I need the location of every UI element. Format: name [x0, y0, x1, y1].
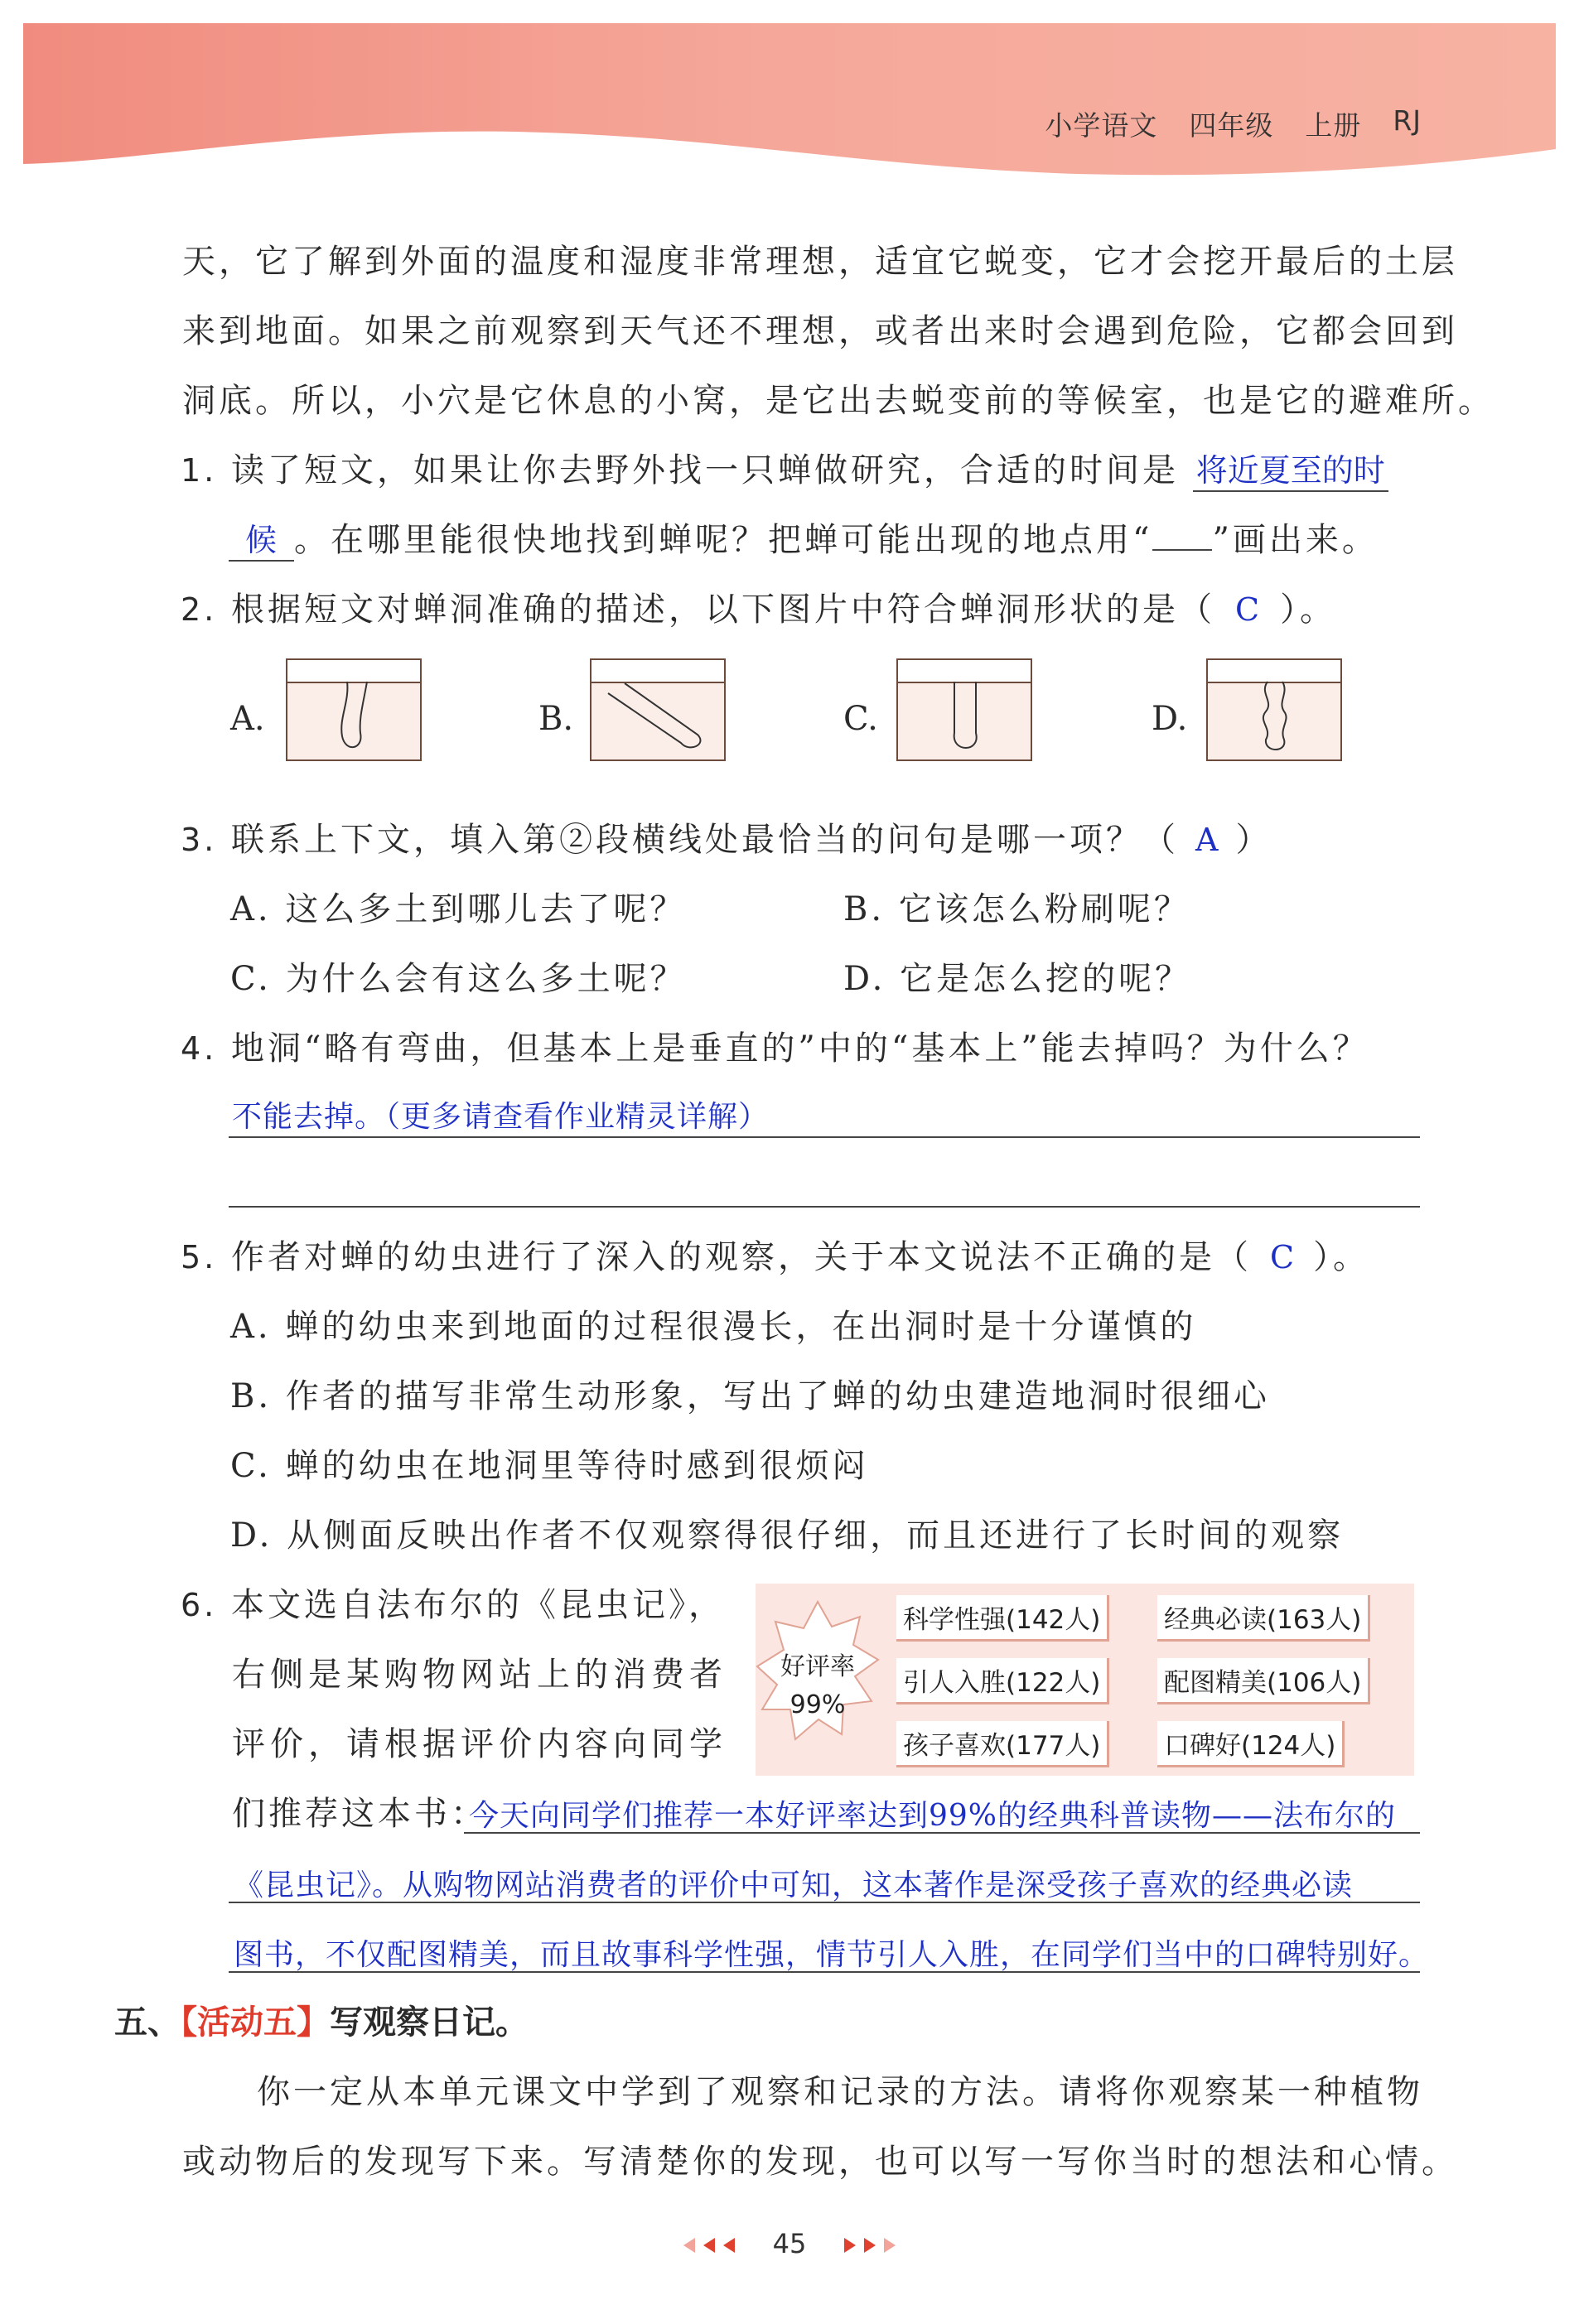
- q3-option-a: A. 这么多土到哪儿去了呢？: [230, 890, 687, 928]
- q1-line: [181, 444, 1388, 492]
- header-subject: 小学语文: [1045, 109, 1158, 142]
- q6-rule-2: [229, 1902, 1420, 1903]
- header-edition: RJ: [1393, 104, 1422, 137]
- q3-option-d: D. 它是怎么挖的呢？: [843, 960, 1192, 998]
- section-five-line-1: 你一定从本单元课文中学到了观察和记录的方法。请将你观察某一种植物: [257, 2073, 1423, 2111]
- header-grade: 四年级: [1189, 109, 1274, 142]
- q1-text-3: ”画出来。: [1212, 521, 1379, 559]
- section-five-prefix: 五、: [114, 2003, 181, 2042]
- q2-option-c-label: C.: [843, 700, 878, 738]
- q5-option-c: C. 蝉的幼虫在地洞里等待时感到很烦闷: [230, 1447, 869, 1485]
- q1-answer-a: 将近夏至的时: [1193, 445, 1388, 492]
- section-five-tag: 【活动五】: [181, 2003, 330, 2042]
- review-tag-6: 口碑好(124人): [1157, 1721, 1345, 1767]
- q1-answer-b: 候: [229, 514, 294, 562]
- q2-option-d-label: D.: [1152, 700, 1188, 738]
- next-arrow-icon: [864, 2238, 876, 2253]
- q3-option-c: C. 为什么会有这么多土呢？: [230, 960, 687, 998]
- header-volume: 上册: [1305, 109, 1362, 142]
- q3-number: 3.: [181, 822, 218, 858]
- q2-figure-c: [896, 658, 1032, 761]
- q5-option-a: A. 蝉的幼虫来到地面的过程很漫长，在出洞时是十分谨慎的: [230, 1308, 1197, 1346]
- q5-answer: C: [1269, 1239, 1296, 1275]
- q6-text-1: 本文选自法布尔的《昆虫记》，: [230, 1586, 725, 1624]
- q4-text: 地洞“略有弯曲，但基本上是垂直的”中的“基本上”能去掉吗？为什么？: [230, 1029, 1369, 1068]
- q5-option-d: D. 从侧面反映出作者不仅观察得很仔细，而且还进行了长时间的观察: [230, 1516, 1345, 1555]
- q5-line: [181, 1231, 1369, 1278]
- q2-figure-a: [286, 658, 422, 761]
- q2-line: [181, 583, 1336, 630]
- q1-text: 读了短文，如果让你去野外找一只蝉做研究，合适的时间是: [230, 451, 1179, 489]
- q3-close: ）: [1235, 821, 1272, 859]
- section-five-title: 写观察日记。: [330, 2003, 529, 2042]
- review-tag-2: 经典必读(163人): [1157, 1595, 1370, 1642]
- q5-close: ）。: [1313, 1238, 1370, 1276]
- q5-text: 作者对蝉的幼虫进行了深入的观察，关于本文说法不正确的是（: [230, 1238, 1252, 1276]
- q6-answer-line-1: 今天向同学们推荐一本好评率达到99%的经典科普读物——法布尔的: [469, 1799, 1397, 1833]
- q6-rule-3: [229, 1971, 1420, 1973]
- q4-answer: 不能去掉。（更多请查看作业精灵详解）: [232, 1100, 770, 1134]
- q2-option-a-label: A.: [230, 700, 265, 738]
- q6-text-3: 评价，请根据评价内容向同学: [232, 1725, 727, 1763]
- section-five-heading: [114, 1996, 529, 2043]
- q4-number: 4.: [181, 1030, 218, 1067]
- q6-text-4: 们推荐这本书：: [232, 1795, 487, 1833]
- q1-number: 1.: [181, 452, 218, 489]
- section-five-line-2: 或动物后的发现写下来。写清楚你的发现，也可以写一写你当时的想法和心情。: [182, 2143, 1458, 2181]
- q3-option-b: B. 它该怎么粉刷呢？: [843, 890, 1190, 928]
- review-tag-1: 科学性强(142人): [896, 1595, 1109, 1642]
- review-tag-5: 孩子喜欢(177人): [896, 1721, 1109, 1767]
- q6-answer-line-2: 《昆虫记》。从购物网站消费者的评价中可知，这本著作是深受孩子喜欢的经典必读: [234, 1868, 1354, 1902]
- q3-answer: A: [1195, 822, 1219, 858]
- prev-arrow-icon: [683, 2238, 695, 2253]
- q6-line-1: [181, 1579, 725, 1626]
- prev-arrow-icon: [723, 2238, 735, 2253]
- q6-number: 6.: [181, 1587, 218, 1623]
- intro-line-2: 来到地面。如果之前观察到天气还不理想，或者出来时会遇到危险，它都会回到: [182, 312, 1458, 350]
- intro-line-3: 洞底。所以，小穴是它休息的小窝，是它出去蜕变前的等候室，也是它的避难所。: [182, 382, 1494, 420]
- q1-text-2: 。在哪里能很快地找到蝉呢？把蝉可能出现的地点用“: [294, 521, 1153, 559]
- intro-line-1: 天，它了解到外面的温度和湿度非常理想，适宜它蜕变，它才会挖开最后的土层: [182, 243, 1458, 281]
- q5-option-b: B. 作者的描写非常生动形象，写出了蝉的幼虫建造地洞时很细心: [230, 1377, 1270, 1415]
- header-banner: [0, 0, 1579, 215]
- prev-arrow-icon: [703, 2238, 715, 2253]
- q6-text-2: 右侧是某购物网站上的消费者: [232, 1656, 727, 1694]
- q5-number: 5.: [181, 1239, 218, 1275]
- review-panel: [756, 1584, 1414, 1776]
- q2-figure-b: [590, 658, 726, 761]
- q6-rule-1: [464, 1832, 1420, 1834]
- q1-line-2: [229, 513, 1379, 562]
- next-arrow-icon: [844, 2238, 856, 2253]
- q4-line: [181, 1022, 1369, 1069]
- badge-value: 99%: [790, 1690, 846, 1719]
- rating-badge: [756, 1598, 880, 1756]
- q2-option-b-label: B.: [538, 700, 574, 738]
- page-footer: [0, 2228, 1579, 2259]
- q2-answer: C: [1234, 591, 1261, 628]
- review-tag-4: 配图精美(106人): [1157, 1658, 1370, 1704]
- q4-answer-line-2: [229, 1206, 1420, 1208]
- q2-number: 2.: [181, 591, 218, 628]
- q2-figure-d: [1206, 658, 1342, 761]
- next-arrow-icon: [884, 2238, 896, 2253]
- q2-close: ）。: [1280, 591, 1337, 629]
- q3-line: [181, 813, 1272, 861]
- review-tag-3: 引人入胜(122人): [896, 1658, 1109, 1704]
- badge-label: 好评率: [780, 1652, 855, 1681]
- q2-text: 根据短文对蝉洞准确的描述，以下图片中符合蝉洞形状的是（: [230, 591, 1215, 629]
- page-number: 45: [772, 2228, 807, 2259]
- q3-text: 联系上下文，填入第②段横线处最恰当的问句是哪一项？（: [230, 821, 1179, 859]
- q4-answer-line-1: [229, 1136, 1420, 1138]
- q1-mark-blank: [1152, 519, 1212, 551]
- q6-answer-line-3: 图书，不仅配图精美，而且故事科学性强，情节引人入胜，在同学们当中的口碑特别好。: [234, 1938, 1430, 1972]
